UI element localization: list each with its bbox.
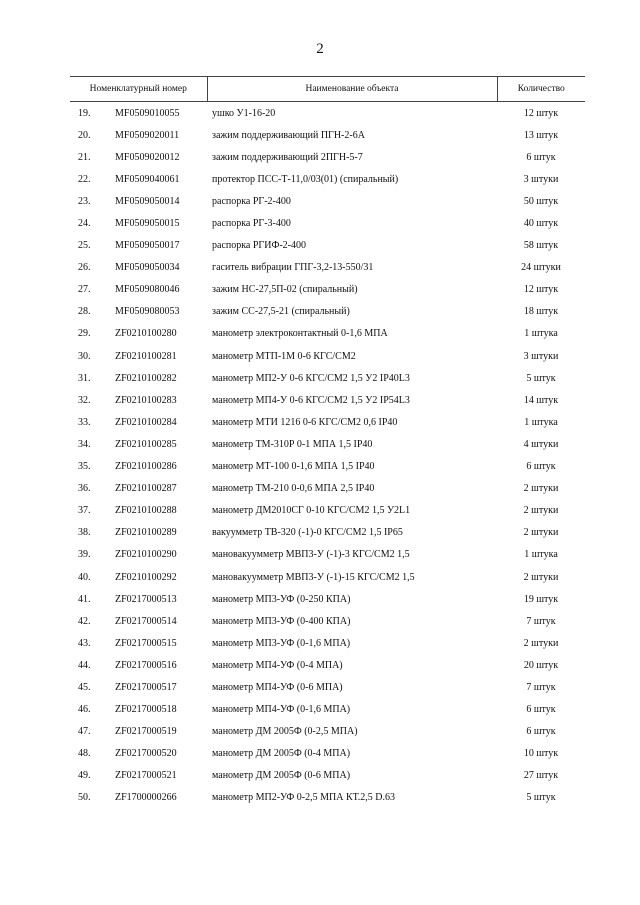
item-code: MF0509080046 — [115, 284, 180, 296]
item-quantity: 6 штук — [526, 461, 556, 473]
row-number: 43. — [78, 637, 91, 649]
table-row — [70, 190, 585, 212]
item-code: ZF0210100290 — [115, 549, 177, 561]
item-name: зажим поддерживающий ПГН-2-6А — [212, 129, 365, 141]
table-row — [70, 588, 585, 610]
table-row — [70, 743, 585, 765]
row-number: 28. — [78, 306, 91, 318]
item-quantity: 3 штуки — [523, 350, 559, 362]
item-code: ZF0217000521 — [115, 770, 177, 782]
item-code: ZF0217000515 — [115, 637, 177, 649]
item-quantity: 12 штук — [523, 107, 559, 119]
table-row — [70, 102, 585, 125]
item-quantity: 1 штука — [524, 328, 558, 340]
inventory-table — [70, 76, 585, 809]
row-number: 35. — [78, 461, 91, 473]
row-number: 45. — [78, 681, 91, 693]
item-name: манометр МТ-100 0-1,6 МПА 1,5 IP40 — [212, 461, 375, 473]
row-number: 32. — [78, 394, 91, 406]
header-quantity: Количество — [497, 77, 585, 102]
item-name: зажим НС-27,5П-02 (спиральный) — [212, 284, 358, 296]
item-name: манометр ДМ2010СГ 0-10 КГС/СМ2 1,5 У2L1 — [212, 505, 411, 517]
item-code: ZF0210100286 — [115, 461, 177, 473]
item-name: манометр ДМ 2005Ф (0-4 МПА) — [212, 748, 351, 760]
item-quantity: 14 штук — [523, 394, 559, 406]
header-item-code: Номенклатурный номер — [70, 77, 207, 102]
row-number: 23. — [78, 195, 91, 207]
item-name: распорка РГ-2-400 — [212, 195, 291, 207]
item-name: распорка РГИФ-2-400 — [212, 240, 306, 252]
item-code: ZF0210100284 — [115, 416, 177, 428]
item-quantity: 27 штук — [523, 770, 559, 782]
item-code: ZF0210100281 — [115, 350, 177, 362]
table-row — [70, 235, 585, 257]
item-quantity: 4 штуки — [523, 438, 559, 450]
item-name: манометр МП4-УФ (0-6 МПА) — [212, 681, 343, 693]
item-quantity: 18 штук — [523, 306, 559, 318]
item-quantity: 2 штуки — [523, 637, 559, 649]
table-row — [70, 654, 585, 676]
item-code: ZF0210100283 — [115, 394, 177, 406]
table-row — [70, 765, 585, 787]
item-name: манометр ТМ-210 0-0,6 МПА 2,5 IP40 — [212, 483, 375, 495]
item-code: MF0509020011 — [115, 129, 180, 141]
inventory-table-container — [70, 76, 585, 809]
table-row — [70, 610, 585, 632]
header-item-name: Наименование объекта — [207, 77, 497, 102]
table-row — [70, 389, 585, 411]
item-code: ZF0210100289 — [115, 527, 177, 539]
item-code: MF0509040061 — [115, 173, 180, 185]
item-quantity: 2 штуки — [523, 527, 559, 539]
row-number: 19. — [78, 107, 91, 119]
item-quantity: 24 штуки — [521, 262, 561, 274]
item-quantity: 1 штука — [524, 549, 558, 561]
table-row — [70, 301, 585, 323]
row-number: 34. — [78, 438, 91, 450]
table-row — [70, 632, 585, 654]
table-row — [70, 544, 585, 566]
table-row — [70, 522, 585, 544]
item-name: протектор ПСС-Т-11,0/03(01) (спиральный) — [212, 173, 399, 185]
item-quantity: 20 штук — [523, 659, 559, 671]
row-number: 49. — [78, 770, 91, 782]
row-number: 39. — [78, 549, 91, 561]
row-number: 38. — [78, 527, 91, 539]
row-number: 41. — [78, 593, 91, 605]
item-quantity: 5 штук — [526, 372, 556, 384]
row-number: 46. — [78, 704, 91, 716]
item-code: ZF0217000516 — [115, 659, 177, 671]
row-number: 31. — [78, 372, 91, 384]
item-code: ZF0217000513 — [115, 593, 177, 605]
row-number: 40. — [78, 571, 91, 583]
item-quantity: 3 штуки — [523, 173, 559, 185]
row-number: 29. — [78, 328, 91, 340]
item-name: мановакуумметр МВП3-У (-1)-15 КГС/СМ2 1,5 — [212, 571, 415, 583]
row-number: 21. — [78, 151, 91, 163]
item-quantity: 6 штук — [526, 726, 556, 738]
item-name: манометр МП2-У 0-6 КГС/СМ2 1,5 У2 IP40L3 — [212, 372, 410, 384]
item-name: манометр МП3-УФ (0-400 КПА) — [212, 615, 351, 627]
table-row — [70, 345, 585, 367]
table-row — [70, 212, 585, 234]
item-code: ZF0210100292 — [115, 571, 177, 583]
row-number: 44. — [78, 659, 91, 671]
item-name: манометр МП3-УФ (0-1,6 МПА) — [212, 637, 351, 649]
row-number: 22. — [78, 173, 91, 185]
item-name: манометр МП4-У 0-6 КГС/СМ2 1,5 У2 IP54L3 — [212, 394, 410, 406]
item-code: ZF0210100287 — [115, 483, 177, 495]
item-name: манометр МП4-УФ (0-4 МПА) — [212, 659, 343, 671]
item-quantity: 50 штук — [523, 195, 559, 207]
table-row — [70, 433, 585, 455]
item-quantity: 13 штук — [523, 129, 559, 141]
item-code: MF0509050014 — [115, 195, 180, 207]
table-row — [70, 676, 585, 698]
item-quantity: 5 штук — [526, 792, 556, 804]
item-name: ушко У1-16-20 — [212, 107, 276, 119]
row-number: 24. — [78, 218, 91, 230]
row-number: 27. — [78, 284, 91, 296]
table-row — [70, 456, 585, 478]
row-number: 26. — [78, 262, 91, 274]
item-code: MF0509010055 — [115, 107, 180, 119]
table-row — [70, 168, 585, 190]
item-name: манометр ДМ 2005Ф (0-2,5 МПА) — [212, 726, 358, 738]
item-code: ZF0217000519 — [115, 726, 177, 738]
item-name: распорка РГ-3-400 — [212, 218, 291, 230]
item-name: гаситель вибрации ГПГ-3,2-13-550/31 — [212, 262, 374, 274]
item-quantity: 40 штук — [523, 218, 559, 230]
row-number: 37. — [78, 505, 91, 517]
item-code: ZF0217000520 — [115, 748, 177, 760]
table-row — [70, 500, 585, 522]
item-name: зажим поддерживающий 2ПГН-5-7 — [212, 151, 363, 163]
item-name: манометр электроконтактный 0-1,6 МПА — [212, 328, 388, 340]
item-code: ZF1700000266 — [115, 792, 177, 804]
table-row — [70, 367, 585, 389]
item-name: манометр ДМ 2005Ф (0-6 МПА) — [212, 770, 351, 782]
item-name: манометр МП2-УФ 0-2,5 МПА КТ.2,5 D.63 — [212, 792, 395, 804]
item-code: ZF0217000514 — [115, 615, 177, 627]
table-row — [70, 323, 585, 345]
table-header-row — [70, 77, 585, 102]
table-row — [70, 257, 585, 279]
table-row — [70, 787, 585, 809]
row-number: 42. — [78, 615, 91, 627]
item-quantity: 6 штук — [526, 704, 556, 716]
item-name: манометр МТП-1М 0-6 КГС/СМ2 — [212, 350, 356, 362]
item-code: ZF0217000517 — [115, 681, 177, 693]
row-number: 33. — [78, 416, 91, 428]
item-quantity: 7 штук — [526, 681, 556, 693]
item-quantity: 12 штук — [523, 284, 559, 296]
item-code: MF0509020012 — [115, 151, 180, 163]
item-quantity: 19 штук — [523, 593, 559, 605]
item-quantity: 1 штука — [524, 416, 558, 428]
table-row — [70, 699, 585, 721]
item-quantity: 6 штук — [526, 151, 556, 163]
table-row — [70, 146, 585, 168]
item-quantity: 7 штук — [526, 615, 556, 627]
row-number: 47. — [78, 726, 91, 738]
row-number: 48. — [78, 748, 91, 760]
item-code: MF0509080053 — [115, 306, 180, 318]
table-row — [70, 411, 585, 433]
item-quantity: 2 штуки — [523, 505, 559, 517]
item-name: вакуумметр ТВ-320 (-1)-0 КГС/СМ2 1,5 IP65 — [212, 527, 403, 539]
row-number: 50. — [78, 792, 91, 804]
item-name: манометр ТМ-310Р 0-1 МПА 1,5 IP40 — [212, 438, 373, 450]
item-quantity: 2 штуки — [523, 571, 559, 583]
item-code: MF0509050034 — [115, 262, 180, 274]
item-name: манометр МП3-УФ (0-250 КПА) — [212, 593, 351, 605]
item-code: ZF0210100285 — [115, 438, 177, 450]
item-code: ZF0217000518 — [115, 704, 177, 716]
table-body — [70, 102, 585, 810]
item-name: манометр МТИ 1216 0-6 КГС/СМ2 0,6 IP40 — [212, 416, 398, 428]
item-code: MF0509050015 — [115, 218, 180, 230]
row-number: 36. — [78, 483, 91, 495]
item-code: ZF0210100280 — [115, 328, 177, 340]
item-quantity: 2 штуки — [523, 483, 559, 495]
table-row — [70, 566, 585, 588]
row-number: 30. — [78, 350, 91, 362]
item-quantity: 10 штук — [523, 748, 559, 760]
table-row — [70, 279, 585, 301]
table-row — [70, 721, 585, 743]
item-name: мановакуумметр МВП3-У (-1)-3 КГС/СМ2 1,5 — [212, 549, 410, 561]
row-number: 20. — [78, 129, 91, 141]
table-row — [70, 124, 585, 146]
page-number: 2 — [316, 41, 324, 57]
item-code: ZF0210100288 — [115, 505, 177, 517]
item-name: зажим СС-27,5-21 (спиральный) — [212, 306, 350, 318]
item-code: MF0509050017 — [115, 240, 180, 252]
row-number: 25. — [78, 240, 91, 252]
item-quantity: 58 штук — [523, 240, 559, 252]
item-name: манометр МП4-УФ (0-1,6 МПА) — [212, 704, 351, 716]
item-code: ZF0210100282 — [115, 372, 177, 384]
table-row — [70, 478, 585, 500]
